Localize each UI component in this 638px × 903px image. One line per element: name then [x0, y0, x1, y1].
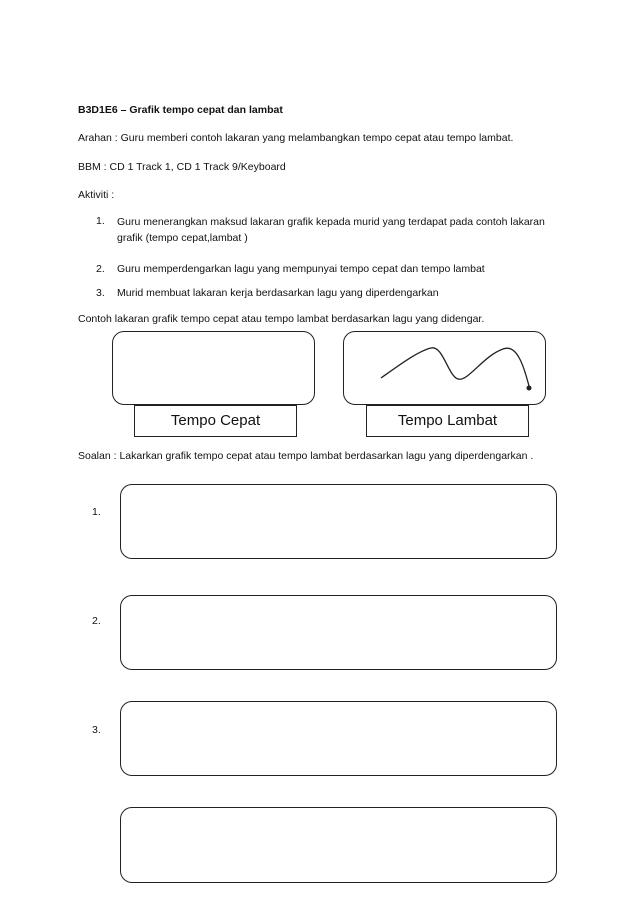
activity-number: 3. [96, 287, 105, 299]
document-title: B3D1E6 – Grafik tempo cepat dan lambat [78, 104, 283, 116]
question-number: 1. [92, 506, 101, 518]
tempo-lambat-curve [343, 331, 546, 405]
activity-text: Guru menerangkan maksud lakaran grafik kepada murid yang terdapat pada contoh lakaran grafik (tempo cepat,lambat ) [117, 216, 545, 244]
tempo-cepat-sketch-box [112, 331, 315, 405]
activity-text: Murid membuat lakaran kerja berdasarkan lagu yang diperdengarkan [117, 287, 439, 299]
activity-text: Guru memperdengarkan lagu yang mempunyai tempo cepat dan tempo lambat [117, 263, 485, 275]
question-number: 2. [92, 615, 101, 627]
question-number: 3. [92, 724, 101, 736]
activity-number: 1. [96, 215, 105, 227]
answer-box[interactable] [120, 807, 557, 883]
answer-box[interactable] [120, 484, 557, 559]
tempo-lambat-label: Tempo Lambat [366, 405, 529, 437]
tempo-lambat-sketch-box [343, 331, 546, 405]
answer-box[interactable] [120, 595, 557, 670]
arahan-text: Arahan : Guru memberi contoh lakaran yang melambangkan tempo cepat atau tempo lambat. [78, 132, 514, 144]
contoh-text: Contoh lakaran grafik tempo cepat atau tempo lambat berdasarkan lagu yang didengar. [78, 313, 485, 325]
tempo-cepat-label: Tempo Cepat [134, 405, 297, 437]
soalan-text: Soalan : Lakarkan grafik tempo cepat atau tempo lambat berdasarkan lagu yang diperdengarkan . [78, 450, 534, 462]
answer-box[interactable] [120, 701, 557, 776]
activity-number: 2. [96, 263, 105, 275]
aktiviti-label: Aktiviti : [78, 189, 115, 201]
bbm-text: BBM : CD 1 Track 1, CD 1 Track 9/Keyboard [78, 161, 286, 173]
